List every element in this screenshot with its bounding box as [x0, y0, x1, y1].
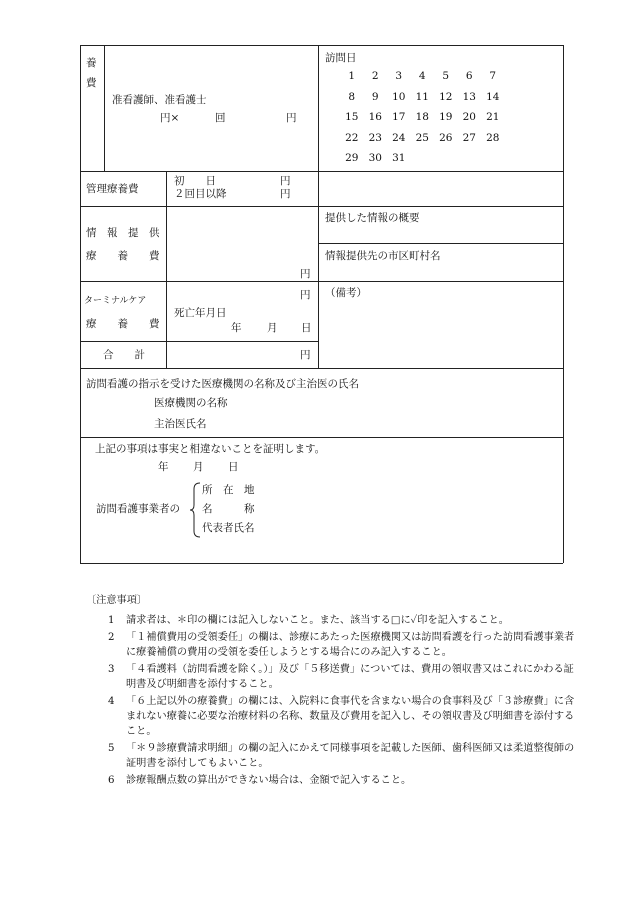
note-item: [86, 613, 576, 628]
institution-label: 医療機関の名称: [154, 397, 228, 409]
cert-month: 月: [193, 461, 204, 473]
nursing-yen-times: 円×: [160, 112, 180, 124]
calendar-row-4: [340, 132, 510, 153]
visit-dates-calendar: [340, 70, 510, 173]
date-cell[interactable]: 24: [392, 131, 406, 144]
date-cell[interactable]: 1: [348, 70, 356, 82]
note-item: [86, 741, 576, 771]
death-month: 月: [267, 322, 278, 334]
note-item: [86, 630, 576, 660]
date-cell[interactable]: 13: [462, 90, 476, 103]
date-cell[interactable]: 2: [371, 70, 379, 82]
info-summary-label: 提供した情報の概要: [325, 212, 420, 224]
note-number: 1: [108, 615, 115, 626]
management-first-day: 初 日: [174, 175, 216, 187]
note-number: 5: [108, 743, 115, 754]
note-text: 「１補償費用の受領委任」の欄は、診療にあたった医療機関又は訪問看護を行った訪問看護事業者に療養補償の費用の受領を委任しようとする場合にのみ記入すること。: [126, 632, 575, 658]
date-cell[interactable]: 6: [465, 70, 473, 82]
col-divider-amount: [166, 171, 167, 368]
date-cell[interactable]: 11: [415, 90, 429, 103]
date-cell[interactable]: 29: [345, 152, 359, 164]
notes-title: 〔注意事項〕: [86, 595, 148, 606]
date-cell[interactable]: 19: [439, 111, 453, 123]
nursing-fee-label-1: 養: [86, 57, 97, 69]
info-municipality-label: 情報提供先の市区町村名: [325, 250, 441, 262]
info-provision-yen: 円: [300, 268, 311, 280]
date-cell[interactable]: 4: [418, 70, 426, 82]
date-cell[interactable]: 20: [462, 111, 476, 123]
date-cell[interactable]: 17: [392, 111, 406, 123]
date-cell[interactable]: 8: [348, 90, 356, 103]
date-cell[interactable]: 15: [345, 111, 359, 123]
total-label: 合 計: [103, 349, 145, 361]
col-divider-main: [318, 45, 319, 368]
note-item: [86, 773, 576, 788]
date-cell[interactable]: 16: [368, 111, 382, 123]
terminal-care-label-1: ターミナルケア: [84, 296, 147, 306]
date-cell[interactable]: 18: [415, 111, 429, 123]
row-divider-5: [80, 368, 563, 369]
date-cell[interactable]: 3: [395, 70, 403, 82]
management-second-after-yen: 円: [280, 188, 291, 200]
date-cell[interactable]: 26: [439, 131, 453, 144]
date-cell[interactable]: 7: [489, 70, 497, 82]
calendar-row-2: [340, 91, 510, 112]
date-cell[interactable]: 25: [415, 131, 429, 144]
management-fee-label: 管理療養費: [86, 183, 139, 195]
date-cell[interactable]: 27: [462, 131, 476, 144]
note-text: 診療報酬点数の算出ができない場合は、金額で記入すること。: [126, 775, 412, 786]
table-top-border: [80, 45, 563, 46]
table-left-border: [80, 45, 81, 563]
provider-label: 訪問看護事業者の: [96, 503, 180, 515]
doctor-label: 主治医氏名: [154, 418, 207, 430]
terminal-care-label-2: 療 養 費: [86, 318, 160, 330]
date-cell[interactable]: 9: [371, 90, 379, 103]
nursing-yen: 円: [286, 112, 297, 124]
date-cell[interactable]: 30: [368, 152, 382, 164]
note-number: 6: [108, 775, 115, 786]
info-provision-label-2: 療 養 費: [86, 250, 160, 262]
date-cell[interactable]: 10: [392, 90, 406, 103]
row-divider-info: [318, 243, 563, 244]
brace-bracket: [189, 482, 201, 538]
note-text: 請求者は、＊印の欄には記入しないこと。また、該当する□に✓印を記入すること。: [126, 615, 509, 626]
note-item: [86, 662, 576, 692]
row-divider-2: [80, 206, 563, 207]
note-text: 「６上記以外の療養費」の欄には、入院料に食事代を含まない場合の食事料及び「３診療費」に含まれない療養に必要な治療材料の名称、数量及び費用を記入し、その領収書及び明細書を添付すること。: [126, 696, 575, 737]
note-number: 2: [108, 632, 115, 643]
note-number: 4: [108, 696, 115, 707]
date-cell[interactable]: 22: [345, 131, 359, 144]
date-cell[interactable]: 28: [486, 131, 500, 144]
date-cell[interactable]: 21: [486, 111, 500, 123]
name-label: 名 称: [202, 503, 255, 515]
instruction-heading: 訪問看護の指示を受けた医療機関の名称及び主治医の氏名: [86, 378, 359, 390]
col-divider-label: [104, 45, 105, 171]
management-second-after: ２回目以降: [174, 188, 227, 200]
cert-year: 年: [158, 461, 169, 473]
calendar-row-5: [340, 152, 510, 173]
note-text: 「＊９診療費請求明細」の欄の記入にかえて同様事項を記載した医師、歯科医師又は柔道整復師の証明書を添付してもよいこと。: [126, 743, 575, 769]
table-bottom-border: [80, 563, 563, 564]
cert-day: 日: [228, 461, 239, 473]
note-text: 「４看護料（訪問看護を除く。）」及び「５移送費」については、費用の領収書又はこれにかわる証明書及び明細書を添付すること。: [126, 664, 574, 690]
management-first-day-yen: 円: [280, 175, 291, 187]
address-label: 所 在 地: [202, 484, 255, 496]
death-year: 年: [231, 322, 242, 334]
terminal-care-yen: 円: [300, 289, 311, 301]
date-cell[interactable]: 5: [442, 70, 450, 82]
note-number: 3: [108, 664, 115, 675]
death-date-label: 死亡年月日: [174, 307, 227, 319]
nursing-staff-label: 准看護師、准看護士: [112, 94, 207, 106]
nursing-times: 回: [215, 112, 226, 124]
calendar-row-1: [340, 70, 510, 91]
nursing-fee-label-2: 費: [86, 77, 97, 89]
death-day: 日: [301, 322, 312, 334]
row-divider-3: [80, 281, 563, 282]
note-item: [86, 694, 576, 739]
date-cell[interactable]: 23: [368, 131, 382, 144]
date-cell[interactable]: 31: [392, 152, 406, 164]
visit-dates-label: 訪問日: [325, 52, 357, 64]
remarks-label: （備考）: [325, 287, 367, 299]
row-divider-4: [80, 341, 318, 342]
table-right-border: [563, 45, 564, 563]
date-cell[interactable]: 14: [486, 90, 500, 103]
calendar-row-3: [340, 111, 510, 132]
representative-label: 代表者氏名: [202, 522, 255, 534]
info-provision-label-1: 情 報 提 供: [86, 227, 160, 239]
row-divider-6: [80, 437, 563, 438]
date-cell[interactable]: 12: [439, 90, 453, 103]
notes-section: [86, 593, 576, 790]
total-yen: 円: [300, 349, 311, 361]
certification-statement: 上記の事項は事実と相違ないことを証明します。: [95, 443, 326, 455]
